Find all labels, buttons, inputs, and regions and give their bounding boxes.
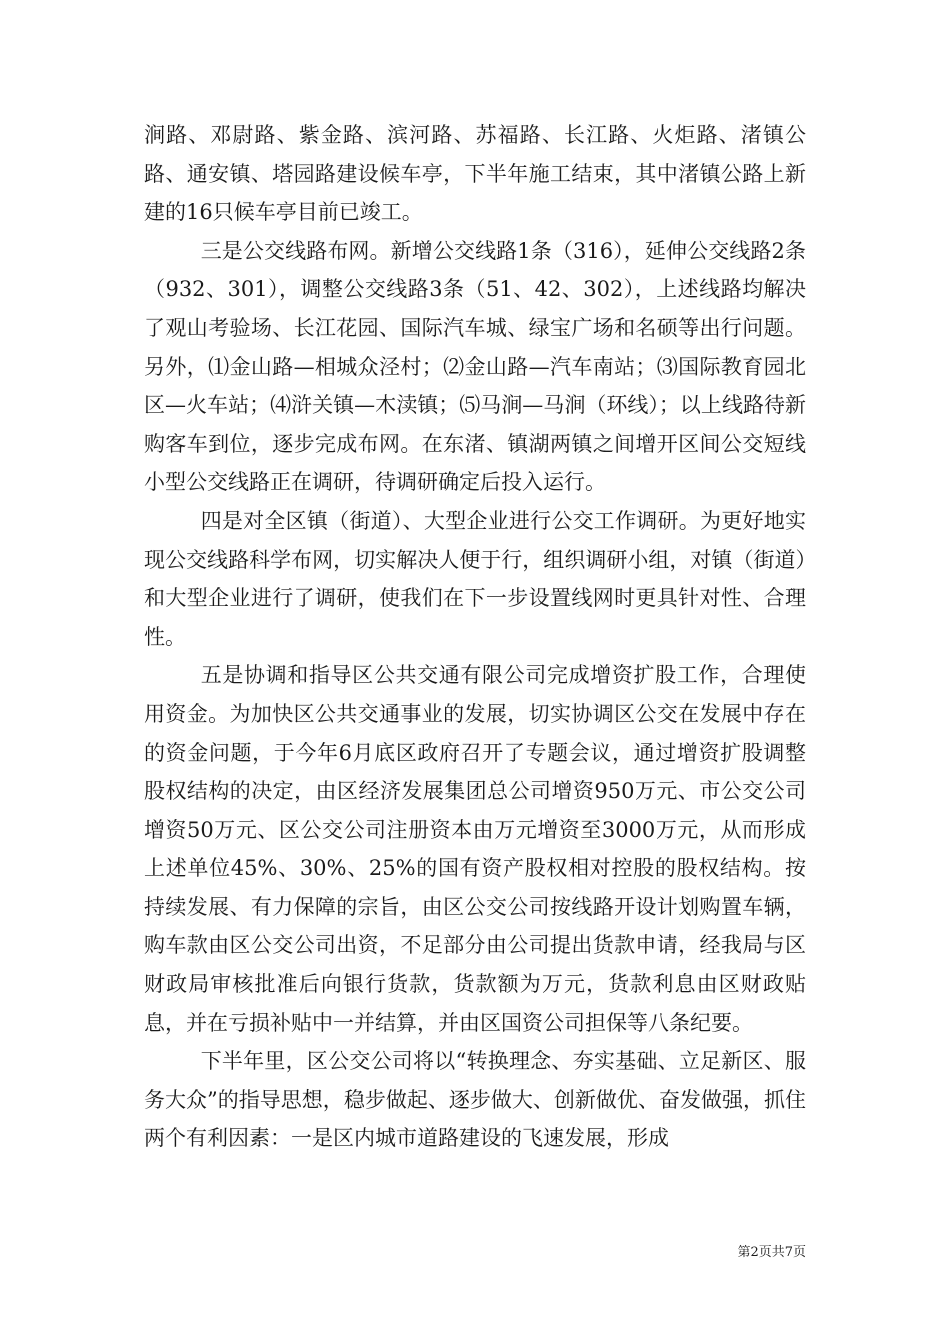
paragraph-4: 五是协调和指导区公共交通有限公司完成增资扩股工作，合理使用资金。为加快区公共交通事业的发展，切实协调区公交在发展中存在的资金问题，于今年6月底区政府召开了专题会议，通过增资扩股调整股权结构的决定，由区经济发展集团总公司增资950万元、市公交公司增资50万元、区公交公司注册资本由万元增资至3000万元，从而形成上述单位45%、30%、25%的国有资产股权相对控股的股权结构。按持续发展、有力保障的宗旨，由区公交公司按线路开设计划购置车辆，购车款由区公交公司出资，不足部分由公司提出货款申请，经我局与区财政局审核批准后向银行货款，货款额为万元，货款利息由区财政贴息，并在亏损补贴中一并结算，并由区国资公司担保等八条纪要。 — [144, 663, 806, 1035]
paragraph-5: 下半年里，区公交公司将以“转换理念、夯实基础、立足新区、服务大众”的指导思想，稳步做起、逐步做大、创新做优、奋发做强，抓住两个有利因素：一是区内城市道路建设的飞速发展，形成 — [144, 1049, 806, 1151]
paragraph-1: 涧路、邓尉路、紫金路、滨河路、苏福路、长江路、火炬路、渚镇公路、通安镇、塔园路建设候车亭，下半年施工结束，其中渚镇公路上新建的16只候车亭目前已竣工。 — [144, 123, 806, 225]
paragraph-3: 四是对全区镇（街道）、大型企业进行公交工作调研。为更好地实现公交线路科学布网，切实解决人便于行，组织调研小组，对镇（街道）和大型企业进行了调研，使我们在下一步设置线网时更具针对性、合理性。 — [144, 508, 806, 649]
page-number: 第2页共7页 — [737, 1245, 806, 1260]
body-text — [144, 116, 806, 1158]
paragraph-2: 三是公交线路布网。新增公交线路1条（316），延伸公交线路2条（932、301），调整公交线路3条（51、42、302），上述线路均解决了观山考验场、长江花园、国际汽车城、绿宝广场和名硕等出行问题。另外，⑴金山路—相城众泾村；⑵金山路—汽车南站；⑶国际教育园北区—火车站；⑷浒关镇—木渎镇；⑸马涧—马涧（环线）；以上线路待新购客车到位，逐步完成布网。在东渚、镇湖两镇之间增开区间公交短线小型公交线路正在调研，待调研确定后投入运行。 — [144, 238, 806, 495]
